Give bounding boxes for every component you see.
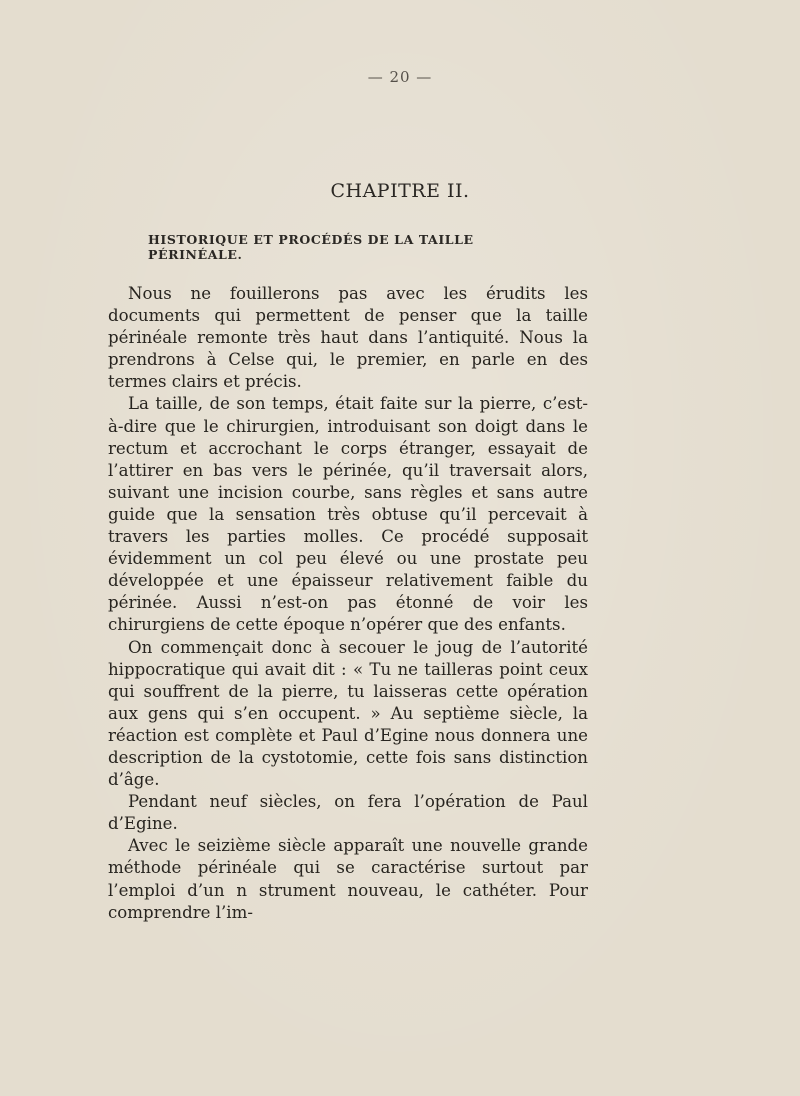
body-text: [108, 283, 588, 924]
chapter-title: CHAPITRE II.: [330, 180, 470, 202]
paragraph-1: Nous ne fouillerons pas avec les érudits les documents qui permettent de penser que la taille périnéale remonte très haut dans l’antiquité. Nous la prendrons à Celse qui, le premier, en parle en des termes clairs et précis.: [108, 284, 588, 392]
paragraph-2: La taille, de son temps, était faite sur la pierre, c’est-à-dire que le chirurgien, introduisant son doigt dans le rectum et accrochant le corps étranger, essayait de l’attirer en bas vers le périnée, qu’il traversait alors, suivant une incision courbe, sans règles et sans autre guide que la sensation très obtuse qu’il percevait à travers les parties molles. Ce procédé supposait évidemment un col peu élevé ou une prostate peu développée et une épaisseur relativement faible du périnée. Aussi n’est-on pas étonné de voir les chirurgiens de cette époque n’opérer que des enfants.: [108, 394, 588, 635]
paragraph-3: On commençait donc à secouer le joug de l’autorité hippocratique qui avait dit : « Tu ne tailleras point ceux qui souffrent de la pierre, tu laisseras cette opération aux gens qui s’en occupent. » Au septième siècle, la réaction est complète et Paul d’Egine nous donnera une description de la cystotomie, cette fois sans distinction d’âge.: [108, 637, 588, 790]
page-number: — 20 —: [367, 68, 433, 86]
section-title: HISTORIQUE ET PROCÉDÉS DE LA TAILLE PÉRINÉALE.: [148, 232, 474, 262]
paragraph-4: Pendant neuf siècles, on fera l’opération de Paul d’Egine.: [108, 792, 588, 834]
paragraph-5: Avec le seizième siècle apparaît une nouvelle grande méthode périnéale qui se caractérise surtout par l’emploi d’un n strument nouveau, le cathéter. Pour comprendre l’im-: [108, 836, 588, 922]
